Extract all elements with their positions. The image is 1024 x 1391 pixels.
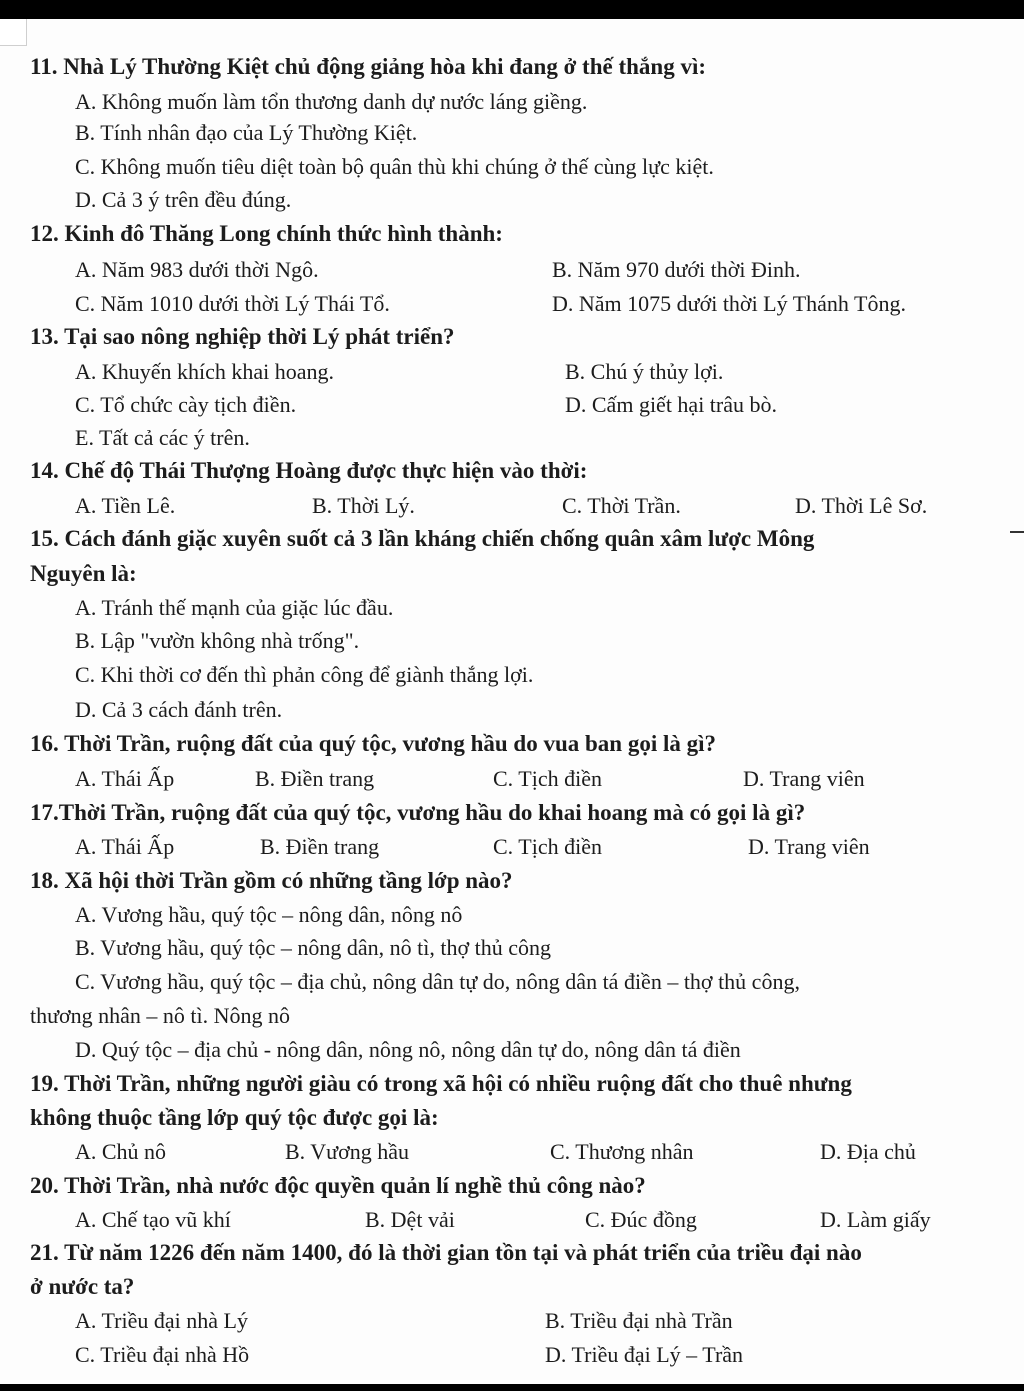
option-20b: B. Dệt vải (365, 1207, 455, 1232)
option-11a: A. Không muốn làm tổn thương danh dự nước láng giềng. (75, 89, 588, 114)
option-15d: D. Cả 3 cách đánh trên. (75, 697, 283, 722)
option-14d: D. Thời Lê Sơ. (795, 493, 928, 518)
option-16b: B. Điền trang (255, 766, 375, 791)
option-11b: B. Tính nhân đạo của Lý Thường Kiệt. (75, 120, 418, 145)
option-16d: D. Trang viên (743, 766, 865, 791)
option-16a: A. Thái Ấp (75, 766, 175, 791)
option-21d: D. Triều đại Lý – Trần (545, 1342, 744, 1367)
option-15c: C. Khi thời cơ đến thì phản công để giành thắng lợi. (75, 662, 534, 687)
option-13a: A. Khuyến khích khai hoang. (75, 359, 335, 384)
question-16: 16. Thời Trần, ruộng đất của quý tộc, vương hầu do vua ban gọi là gì? (30, 731, 717, 756)
option-13d: D. Cấm giết hại trâu bò. (565, 392, 778, 417)
option-15a: A. Tránh thế mạnh của giặc lúc đầu. (75, 595, 394, 620)
option-17a: A. Thái Ấp (75, 834, 175, 859)
question-17: 17.Thời Trần, ruộng đất của quý tộc, vương hầu do khai hoang mà có gọi là gì? (30, 800, 806, 825)
question-12: 12. Kinh đô Thăng Long chính thức hình thành: (30, 221, 503, 246)
option-18a: A. Vương hầu, quý tộc – nông dân, nông nô (75, 902, 463, 927)
option-11c: C. Không muốn tiêu diệt toàn bộ quân thù khi chúng ở thế cùng lực kiệt. (75, 154, 714, 179)
option-17b: B. Điền trang (260, 834, 380, 859)
option-14a: A. Tiền Lê. (75, 493, 176, 518)
option-18c-continued: thương nhân – nô tì. Nông nô (30, 1003, 291, 1028)
option-21b: B. Triều đại nhà Trần (545, 1308, 733, 1333)
option-17c: C. Tịch điền (493, 834, 602, 859)
option-19d: D. Địa chủ (820, 1139, 916, 1164)
option-12a: A. Năm 983 dưới thời Ngô. (75, 257, 319, 282)
question-15-line-1: 15. Cách đánh giặc xuyên suốt cả 3 lần kháng chiến chống quân xâm lược Mông (30, 526, 815, 551)
option-13e: E. Tất cả các ý trên. (75, 425, 250, 450)
option-18b: B. Vương hầu, quý tộc – nông dân, nô tì, thợ thủ công (75, 935, 551, 960)
option-19c: C. Thương nhân (550, 1139, 694, 1164)
option-21c: C. Triều đại nhà Hồ (75, 1342, 250, 1367)
question-19-line-1: 19. Thời Trần, những người giàu có trong xã hội có nhiều ruộng đất cho thuê nhưng (30, 1071, 852, 1096)
question-14: 14. Chế độ Thái Thượng Hoàng được thực hiện vào thời: (30, 458, 588, 483)
option-18c: C. Vương hầu, quý tộc – địa chủ, nông dân tự do, nông dân tá điền – thợ thủ công, (75, 969, 800, 994)
question-21-line-2: ở nước ta? (30, 1274, 135, 1299)
option-17d: D. Trang viên (748, 834, 870, 859)
option-19b: B. Vương hầu (285, 1139, 409, 1164)
question-19-line-2: không thuộc tầng lớp quý tộc được gọi là: (30, 1105, 439, 1130)
question-11: 11. Nhà Lý Thường Kiệt chủ động giảng hòa khi đang ở thế thắng vì: (30, 54, 707, 79)
option-16c: C. Tịch điền (493, 766, 602, 791)
question-15-line-2: Nguyên là: (30, 561, 137, 586)
option-14c: C. Thời Trần. (562, 493, 681, 518)
option-20d: D. Làm giấy (820, 1207, 931, 1232)
option-11d: D. Cả 3 ý trên đều đúng. (75, 187, 292, 212)
question-18: 18. Xã hội thời Trần gồm có những tầng lớp nào? (30, 868, 513, 893)
question-20: 20. Thời Trần, nhà nước độc quyền quản lí nghề thủ công nào? (30, 1173, 646, 1198)
option-14b: B. Thời Lý. (312, 493, 415, 518)
option-15b: B. Lập "vườn không nhà trống". (75, 628, 360, 653)
option-13c: C. Tổ chức cày tịch điền. (75, 392, 297, 417)
option-20c: C. Đúc đồng (585, 1207, 697, 1232)
bottom-black-border (0, 1384, 1024, 1391)
option-12d: D. Năm 1075 dưới thời Lý Thánh Tông. (552, 291, 906, 316)
option-12b: B. Năm 970 dưới thời Đinh. (552, 257, 801, 282)
option-20a: A. Chế tạo vũ khí (75, 1207, 231, 1232)
option-13b: B. Chú ý thủy lợi. (565, 359, 724, 384)
question-21-line-1: 21. Từ năm 1226 đến năm 1400, đó là thời gian tồn tại và phát triển của triều đại nào (30, 1240, 862, 1265)
option-21a: A. Triều đại nhà Lý (75, 1308, 248, 1333)
option-19a: A. Chủ nô (75, 1139, 167, 1164)
option-12c: C. Năm 1010 dưới thời Lý Thái Tổ. (75, 291, 390, 316)
question-13: 13. Tại sao nông nghiệp thời Lý phát triển? (30, 324, 455, 349)
option-18d: D. Quý tộc – địa chủ - nông dân, nông nô, nông dân tự do, nông dân tá điền (75, 1037, 741, 1062)
